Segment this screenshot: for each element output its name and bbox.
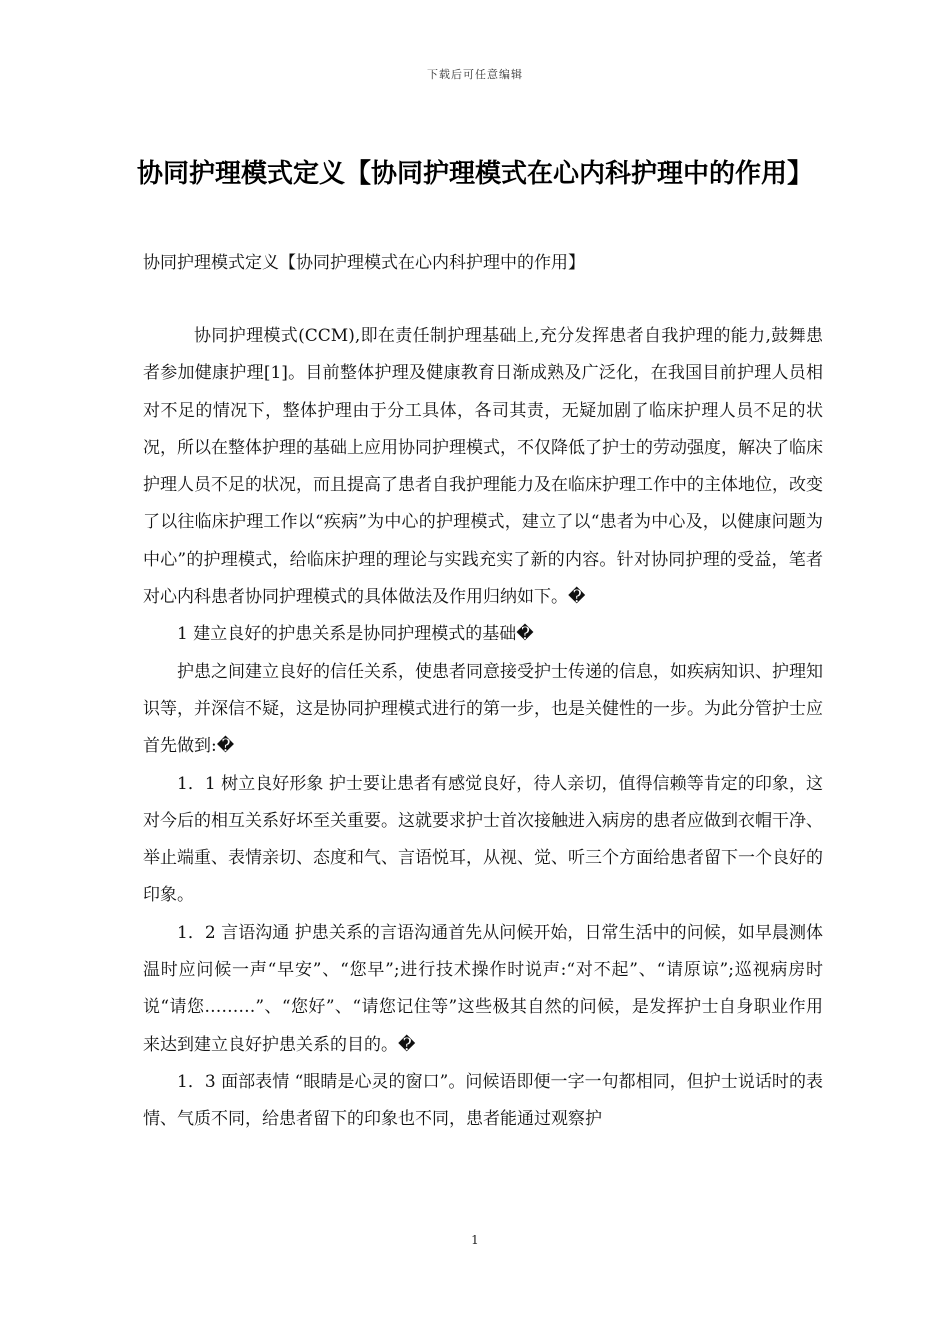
header-note: 下载后可任意编辑 (427, 68, 523, 81)
paragraph-1-1: 1．1 树立良好形象 护士要让患者有感觉良好，待人亲切，值得信赖等肯定的印象，这对今后的相互关系好坏至关重要。这就要求护士首次接触进入病房的患者应做到衣帽干净、举止端重、表情亲切、态度和气、言语悦耳，从视、觉、听三个方面给患者留下一个良好的印象。 (143, 773, 823, 906)
page-number: 1 (471, 1233, 479, 1247)
paragraph-1-2: 1．2 言语沟通 护患关系的言语沟通首先从问候开始，日常生活中的问候，如早晨测体温时应问候一声“早安”、“您早”;进行技术操作时说声:“对不起”、“请原谅”;巡视病房时说“请您………”、“您好”、“请您记住等”这些极其自然的问候，是发挥护士自身职业作用来达到建立良好护患关系的目的。� (143, 922, 823, 1055)
document-subtitle: 协同护理模式定义【协同护理模式在心内科护理中的作用】 (143, 253, 585, 273)
document-body (143, 318, 823, 1139)
paragraph-1-3: 1．3 面部表情 “眼睛是心灵的窗口”。问候语即便一字一句都相同，但护士说话时的表情、气质不同，给患者留下的印象也不同，患者能通过观察护 (143, 1071, 823, 1130)
paragraph-section-1: 护患之间建立良好的信任关系，使患者同意接受护士传递的信息，如疾病知识、护理知识等，并深信不疑，这是协同护理模式进行的第一步，也是关健性的一步。为此分管护士应首先做到:� (143, 661, 823, 757)
paragraph-intro: 协同护理模式(CCM),即在责任制护理基础上,充分发挥患者自我护理的能力,鼓舞患者参加健康护理[1]。目前整体护理及健康教育日渐成熟及广泛化，在我国目前护理人员相对不足的情况下，整体护理由于分工具体，各司其责，无疑加剧了临床护理人员不足的状况，所以在整体护理的基础上应用协同护理模式，不仅降低了护士的劳动强度，解决了临床护理人员不足的状况，而且提高了患者自我护理能力及在临床护理工作中的主体地位，改变了以往临床护理工作以“疾病”为中心的护理模式，建立了以“患者为中心及，以健康问题为中心”的护理模式，给临床护理的理论与实践充实了新的内容。针对协同护理的受益，笔者对心内科患者协同护理模式的具体做法及作用归纳如下。� (143, 326, 823, 608)
document-title: 协同护理模式定义【协同护理模式在心内科护理中的作用】 (136, 159, 813, 189)
section-heading-1: 1 建立良好的护患关系是协同护理模式的基础� (177, 624, 534, 645)
